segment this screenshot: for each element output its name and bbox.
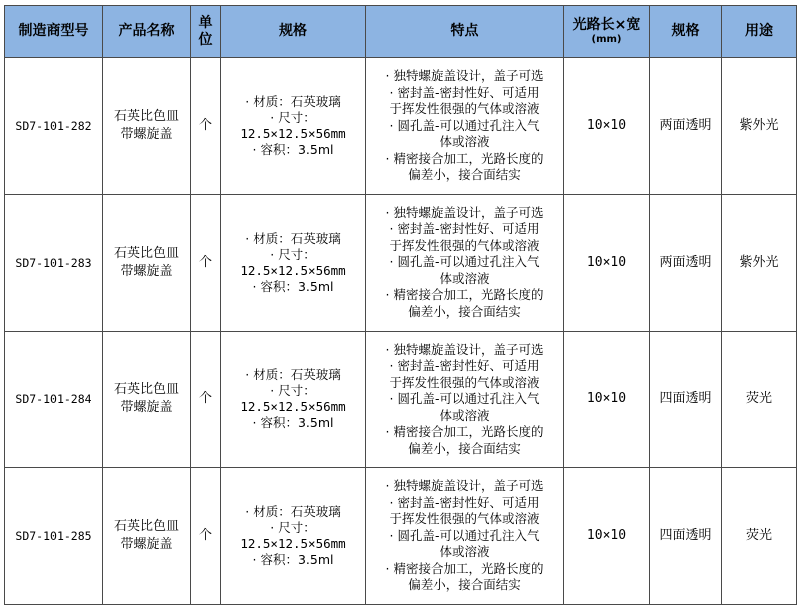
spec-cell: [221, 58, 366, 195]
model-cell: SD7-101-284: [5, 331, 103, 468]
feature-line: 体或溶液: [439, 544, 490, 560]
feature-line: · 密封盖-密封性好、可适用: [389, 494, 540, 510]
feature-line: 偏差小，接合面结实: [408, 167, 521, 183]
feature-line: · 精密接合加工，光路长度的: [385, 424, 544, 440]
spec-line: · 尺寸：: [270, 383, 316, 399]
usage-cell: 荧光: [722, 331, 797, 468]
usage-cell: 荧光: [722, 468, 797, 605]
feature-line: · 精密接合加工，光路长度的: [385, 150, 544, 166]
features-cell: [366, 468, 564, 605]
feature-line: 于挥发性很强的气体或溶液: [389, 101, 540, 117]
name-cell: 石英比色皿带螺旋盖: [103, 468, 191, 605]
header-features: 特点: [366, 6, 564, 58]
header-path-label: 光路长×宽: [572, 17, 641, 33]
feature-line: 于挥发性很强的气体或溶液: [389, 237, 540, 253]
feature-line: 偏差小，接合面结实: [408, 577, 521, 593]
feature-line: 体或溶液: [439, 270, 490, 286]
table-row: [5, 58, 797, 195]
table-row: [5, 331, 797, 468]
path-cell: 10×10: [564, 331, 650, 468]
model-cell: SD7-101-285: [5, 468, 103, 605]
header-path-unit: (mm): [591, 34, 622, 45]
feature-line: 偏差小，接合面结实: [408, 440, 521, 456]
feature-line: · 密封盖-密封性好、可适用: [389, 84, 540, 100]
feature-line: · 圆孔盖-可以通过孔注入气: [389, 527, 540, 543]
spec-line: · 容积：3.5ml: [252, 141, 334, 157]
header-spec2: 规格: [650, 6, 722, 58]
spec2-cell: 两面透明: [650, 194, 722, 331]
feature-line: · 精密接合加工，光路长度的: [385, 560, 544, 576]
spec-line: 12.5×12.5×56mm: [240, 399, 346, 415]
feature-line: · 圆孔盖-可以通过孔注入气: [389, 391, 540, 407]
feature-line: 于挥发性很强的气体或溶液: [389, 374, 540, 390]
feature-line: 偏差小，接合面结实: [408, 303, 521, 319]
feature-line: · 圆孔盖-可以通过孔注入气: [389, 117, 540, 133]
spec-line: 12.5×12.5×56mm: [240, 536, 346, 552]
spec-line: · 尺寸：: [270, 246, 316, 262]
feature-line: · 独特螺旋盖设计，盖子可选: [385, 204, 544, 220]
model-cell: SD7-101-282: [5, 58, 103, 195]
header-unit: 单位: [191, 6, 221, 58]
spec-line: · 容积：3.5ml: [252, 278, 334, 294]
features-cell: [366, 58, 564, 195]
product-spec-table: [4, 5, 797, 605]
spec-cell: [221, 194, 366, 331]
spec-line: · 尺寸：: [270, 520, 316, 536]
feature-line: · 密封盖-密封性好、可适用: [389, 221, 540, 237]
spec-line: · 尺寸：: [270, 109, 316, 125]
spec-line: · 材质：石英玻璃: [245, 93, 341, 109]
path-cell: 10×10: [564, 58, 650, 195]
spec2-cell: 四面透明: [650, 468, 722, 605]
spec-line: · 材质：石英玻璃: [245, 367, 341, 383]
feature-line: 体或溶液: [439, 407, 490, 423]
unit-cell: 个: [191, 331, 221, 468]
features-cell: [366, 331, 564, 468]
spec2-cell: 两面透明: [650, 58, 722, 195]
name-cell: 石英比色皿带螺旋盖: [103, 331, 191, 468]
feature-line: · 独特螺旋盖设计，盖子可选: [385, 478, 544, 494]
spec2-cell: 四面透明: [650, 331, 722, 468]
table-row: [5, 194, 797, 331]
header-model: 制造商型号: [5, 6, 103, 58]
path-cell: 10×10: [564, 468, 650, 605]
spec-line: · 容积：3.5ml: [252, 552, 334, 568]
unit-cell: 个: [191, 194, 221, 331]
usage-cell: 紫外光: [722, 194, 797, 331]
unit-cell: 个: [191, 58, 221, 195]
model-cell: SD7-101-283: [5, 194, 103, 331]
header-usage: 用途: [722, 6, 797, 58]
header-name: 产品名称: [103, 6, 191, 58]
spec-line: 12.5×12.5×56mm: [240, 262, 346, 278]
table-row: [5, 468, 797, 605]
features-cell: [366, 194, 564, 331]
spec-line: · 材质：石英玻璃: [245, 230, 341, 246]
feature-line: · 密封盖-密封性好、可适用: [389, 358, 540, 374]
feature-line: 体或溶液: [439, 134, 490, 150]
feature-line: · 圆孔盖-可以通过孔注入气: [389, 254, 540, 270]
usage-cell: 紫外光: [722, 58, 797, 195]
name-cell: 石英比色皿带螺旋盖: [103, 58, 191, 195]
path-cell: 10×10: [564, 194, 650, 331]
feature-line: · 精密接合加工，光路长度的: [385, 287, 544, 303]
feature-line: 于挥发性很强的气体或溶液: [389, 511, 540, 527]
spec-line: · 容积：3.5ml: [252, 415, 334, 431]
spec-cell: [221, 468, 366, 605]
name-cell: 石英比色皿带螺旋盖: [103, 194, 191, 331]
feature-line: · 独特螺旋盖设计，盖子可选: [385, 68, 544, 84]
header-spec: 规格: [221, 6, 366, 58]
spec-cell: [221, 331, 366, 468]
spec-line: 12.5×12.5×56mm: [240, 125, 346, 141]
unit-cell: 个: [191, 468, 221, 605]
feature-line: · 独特螺旋盖设计，盖子可选: [385, 341, 544, 357]
spec-line: · 材质：石英玻璃: [245, 504, 341, 520]
header-path: [564, 6, 650, 58]
table-header-row: [5, 6, 797, 58]
